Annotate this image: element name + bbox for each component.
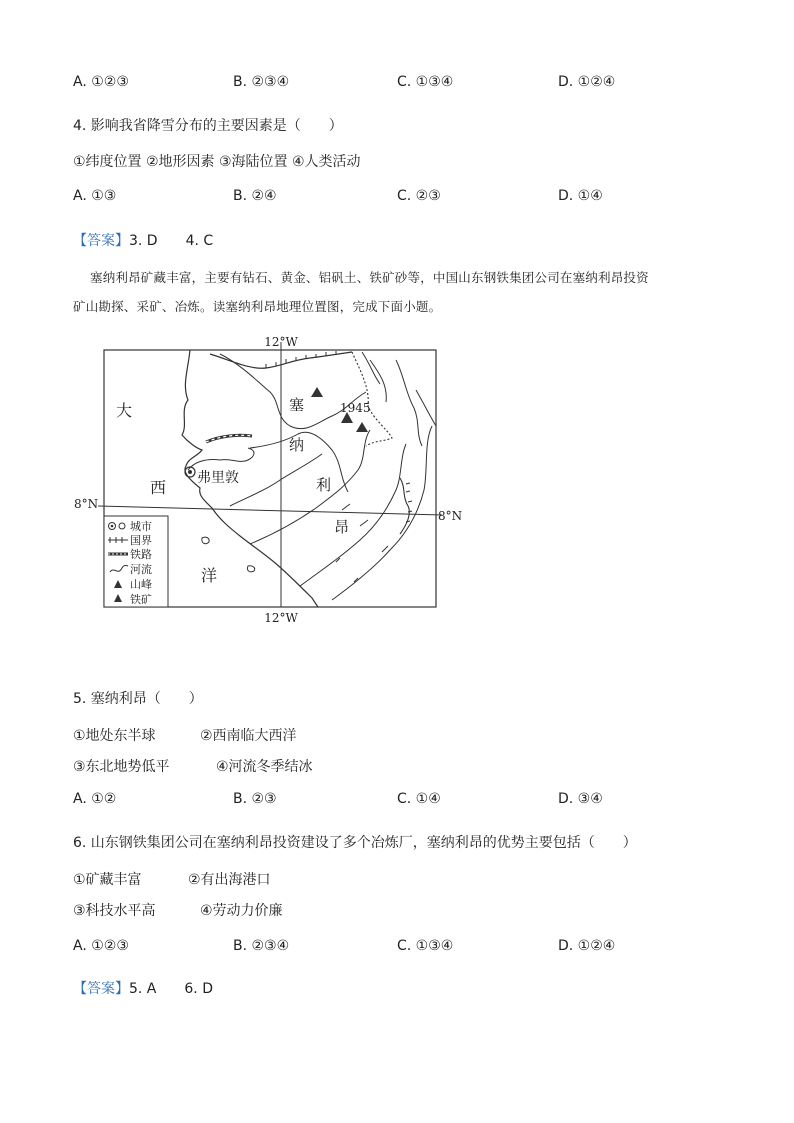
q5-item-1: ①地处东半球 bbox=[73, 728, 156, 744]
q4-option-d: D. ①④ bbox=[558, 188, 603, 204]
island bbox=[202, 537, 209, 543]
ocean-char-1: 大 bbox=[116, 401, 133, 420]
q5-item-3: ③东北地势低平 bbox=[73, 759, 170, 775]
river bbox=[300, 444, 406, 586]
q6-item-1: ①矿藏丰富 bbox=[73, 872, 142, 888]
island bbox=[247, 566, 254, 572]
legend-border: 国界 bbox=[130, 534, 152, 547]
q3-option-a: A. ①②③ bbox=[73, 74, 129, 90]
q5-option-d: D. ③④ bbox=[558, 791, 603, 807]
q3-option-c: C. ①③④ bbox=[397, 74, 454, 90]
legend-railway: 铁路 bbox=[130, 548, 152, 561]
q3-option-b: B. ②③④ bbox=[233, 74, 290, 90]
answer-tag: 【答案】 bbox=[73, 981, 129, 997]
q6-option-c: C. ①③④ bbox=[397, 938, 454, 954]
iron-ore-icon bbox=[311, 387, 323, 397]
intro-line-2: 矿山勘探、采矿、冶炼。读塞纳利昂地理位置图，完成下面小题。 bbox=[73, 299, 442, 314]
legend-river: 河流 bbox=[130, 563, 152, 576]
answer-tag: 【答案】 bbox=[73, 233, 129, 249]
q4-option-c: C. ②③ bbox=[397, 188, 441, 204]
q5-item-4: ④河流冬季结冰 bbox=[216, 759, 313, 775]
country-char-2: 纳 bbox=[289, 436, 305, 454]
river-ticks bbox=[336, 558, 358, 582]
q6-item-3: ③科技水平高 bbox=[73, 903, 156, 919]
answer-text: 5. A 6. D bbox=[129, 981, 213, 997]
lon-label-bottom: 12°W bbox=[264, 611, 298, 625]
iron-ore-icon bbox=[356, 422, 368, 432]
q5-item-2: ②西南临大西洋 bbox=[200, 728, 297, 744]
q5-option-c: C. ①④ bbox=[397, 791, 441, 807]
city-icon-dot bbox=[188, 470, 192, 474]
legend-peak: 山峰 bbox=[130, 578, 152, 591]
legend-iron-ore: 铁矿 bbox=[130, 593, 152, 606]
parallel-8n bbox=[98, 506, 442, 515]
map-legend bbox=[104, 516, 168, 607]
intro-line-1: 塞纳利昂矿藏丰富，主要有钻石、黄金、铝矾土、铁矿砂等，中国山东钢铁集团公司在塞纳利昂投资 bbox=[90, 270, 649, 285]
river bbox=[416, 390, 436, 426]
q6-option-b: B. ②③④ bbox=[233, 938, 290, 954]
q6-stem: 6. 山东钢铁集团公司在塞纳利昂投资建设了多个冶炼厂，塞纳利昂的优势主要包括（ ） bbox=[73, 835, 637, 851]
q5-option-b: B. ②③ bbox=[233, 791, 277, 807]
peninsula-estuary bbox=[188, 448, 254, 470]
lon-label-top: 12°W bbox=[264, 335, 298, 349]
river bbox=[362, 352, 380, 384]
answer-text: 3. D 4. C bbox=[129, 233, 214, 249]
river bbox=[230, 454, 322, 506]
ocean-char-2: 西 bbox=[150, 478, 167, 497]
legend-city: 城市 bbox=[130, 520, 152, 533]
peak-elevation: 1945 bbox=[340, 401, 371, 415]
city-label: 弗里敦 bbox=[197, 470, 239, 486]
country-char-3: 利 bbox=[316, 476, 332, 494]
answer-block-2 bbox=[73, 978, 213, 998]
lat-label-left: 8°N bbox=[74, 497, 99, 511]
q5-stem: 5. 塞纳利昂（ ） bbox=[73, 691, 203, 707]
q6-item-4: ④劳动力价廉 bbox=[200, 903, 283, 919]
country-char-1: 塞 bbox=[289, 396, 305, 414]
border-southeast bbox=[400, 478, 409, 534]
q4-stem: 4. 影响我省降雪分布的主要因素是（ ） bbox=[73, 118, 343, 134]
q5-option-a: A. ①② bbox=[73, 791, 117, 807]
railway bbox=[206, 435, 252, 442]
q6-option-a: A. ①②③ bbox=[73, 938, 129, 954]
q4-option-a: A. ①③ bbox=[73, 188, 117, 204]
q3-option-d: D. ①②④ bbox=[558, 74, 616, 90]
country-char-4: 昂 bbox=[334, 518, 350, 536]
q6-item-2: ②有出海港口 bbox=[188, 872, 271, 888]
lat-label-right: 8°N bbox=[438, 509, 463, 523]
q6-option-d: D. ①②④ bbox=[558, 938, 616, 954]
ocean-char-3: 洋 bbox=[201, 566, 218, 585]
q4-option-b: B. ②④ bbox=[233, 188, 277, 204]
sierra-leone-map bbox=[70, 330, 470, 625]
river bbox=[396, 360, 422, 446]
q4-items: ①纬度位置 ②地形因素 ③海陆位置 ④人类活动 bbox=[73, 154, 361, 170]
answer-block-1 bbox=[73, 230, 213, 250]
